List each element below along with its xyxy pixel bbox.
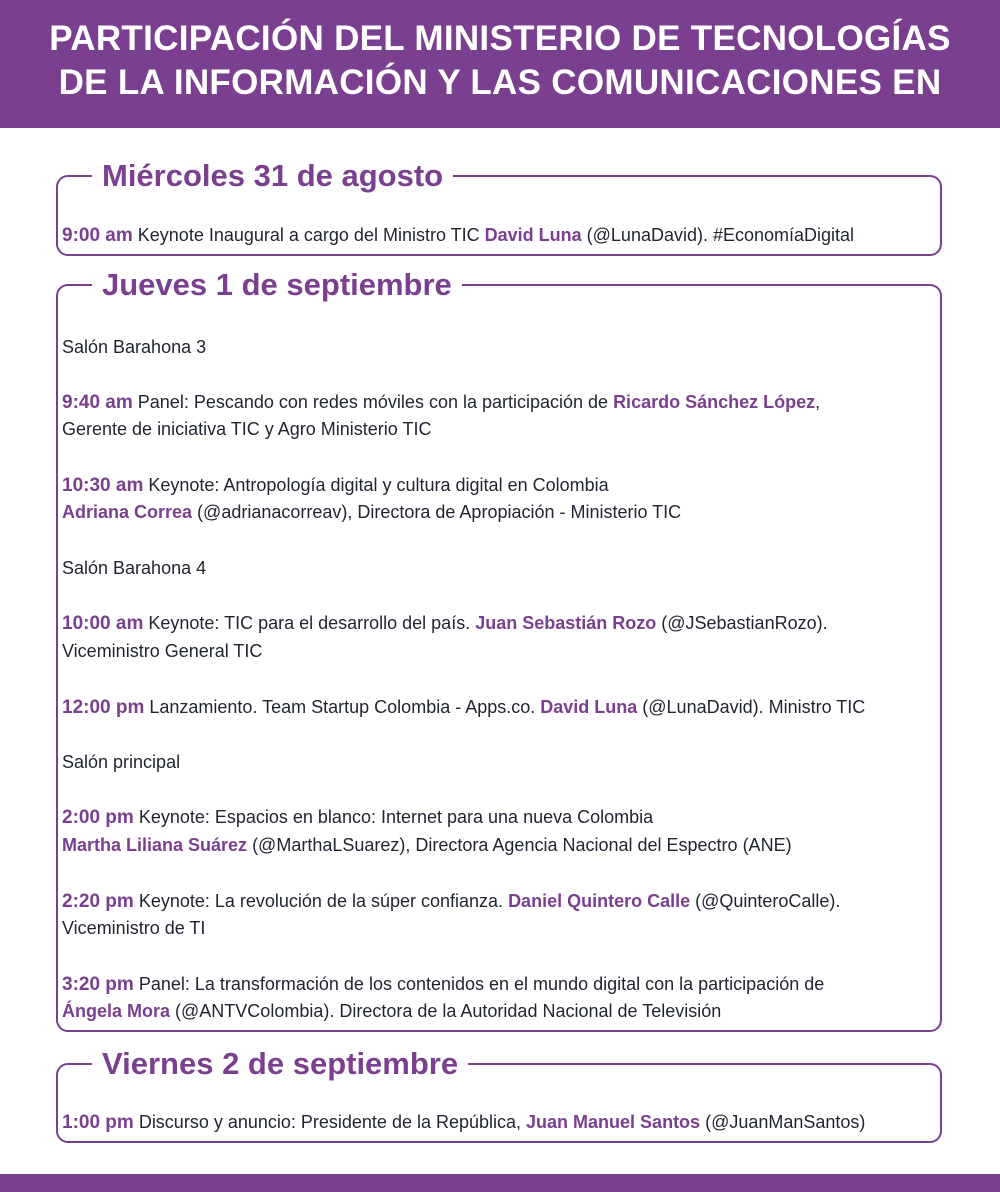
entry-description-cont: (@LunaDavid). Ministro TIC xyxy=(637,697,866,717)
entry-time: 12:00 pm xyxy=(62,697,145,718)
entry-second-line xyxy=(62,499,681,525)
speaker-name: Ricardo Sánchez López xyxy=(613,392,816,412)
entry-time: 9:00 am xyxy=(62,225,133,246)
day-title-friday: Viernes 2 de septiembre xyxy=(92,1042,468,1086)
agenda-entry xyxy=(62,222,854,249)
header-title-line-2: DE LA INFORMACIÓN Y LAS COMUNICACIONES EN xyxy=(58,63,942,102)
header-banner xyxy=(0,0,1000,128)
speaker-name: David Luna xyxy=(540,697,638,717)
entry-time: 9:40 am xyxy=(62,392,133,413)
entry-time: 10:00 am xyxy=(62,613,144,634)
entry-second-line xyxy=(62,998,721,1024)
entry-description-cont: (@JSebastianRozo). xyxy=(656,613,828,633)
room-label: Salón Barahona 4 xyxy=(62,558,207,578)
entry-time: 3:20 pm xyxy=(62,974,134,995)
speaker-name: Juan Sebastián Rozo xyxy=(475,613,657,633)
entry-description: Keynote: TIC para el desarrollo del país. xyxy=(143,613,476,633)
agenda-entry xyxy=(62,971,824,998)
agenda-entry xyxy=(62,389,820,416)
speaker-name: Juan Manuel Santos xyxy=(526,1112,701,1132)
entry-description: Keynote: Antropología digital y cultura digital en Colombia xyxy=(143,475,609,495)
entry-time: 1:00 pm xyxy=(62,1112,134,1133)
room-label: Salón principal xyxy=(62,752,181,772)
agenda-entry xyxy=(62,804,653,831)
speaker-name: Ángela Mora xyxy=(62,1001,171,1021)
footer-bar xyxy=(0,1174,1000,1192)
entry-time: 2:00 pm xyxy=(62,807,134,828)
entry-description: Lanzamiento. Team Startup Colombia - Apps.co. xyxy=(144,697,541,717)
entry-description: Panel: La transformación de los contenidos en el mundo digital con la participación de xyxy=(133,974,825,994)
entry-description-cont: (@JuanManSantos) xyxy=(700,1112,866,1132)
room-label: Salón Barahona 3 xyxy=(62,337,207,357)
entry-description: Keynote Inaugural a cargo del Ministro TIC xyxy=(132,225,485,245)
entry-description-cont: (@LunaDavid). #EconomíaDigital xyxy=(581,225,855,245)
entry-description-cont: (@ANTVColombia). Directora de la Autoridad Nacional de Televisión xyxy=(170,1001,722,1021)
agenda-entry xyxy=(62,610,828,637)
entry-second-line: Viceministro de TI xyxy=(62,918,206,938)
agenda-entry xyxy=(62,1109,865,1136)
day-title-wednesday: Miércoles 31 de agosto xyxy=(92,154,453,198)
agenda-entry xyxy=(62,888,840,915)
entry-description-cont: (@adrianacorreav), Directora de Apropiación - Ministerio TIC xyxy=(192,502,682,522)
entry-description: Discurso y anuncio: Presidente de la República, xyxy=(133,1112,527,1132)
speaker-name: Adriana Correa xyxy=(62,502,193,522)
entry-description: Keynote: La revolución de la súper confianza. xyxy=(133,891,509,911)
agenda-entry xyxy=(62,694,865,721)
entry-second-line: Viceministro General TIC xyxy=(62,641,263,661)
speaker-name: Martha Liliana Suárez xyxy=(62,835,248,855)
day-title-thursday: Jueves 1 de septiembre xyxy=(92,263,462,307)
speaker-name: David Luna xyxy=(484,225,582,245)
entry-description-cont: (@MarthaLSuarez), Directora Agencia Nacional del Espectro (ANE) xyxy=(247,835,792,855)
entry-description-cont: (@QuinteroCalle). xyxy=(690,891,841,911)
entry-time: 10:30 am xyxy=(62,475,144,496)
agenda-entry xyxy=(62,472,609,499)
header-title-line-1: PARTICIPACIÓN DEL MINISTERIO DE TECNOLOGÍAS xyxy=(49,19,951,58)
entry-description: Panel: Pescando con redes móviles con la participación de xyxy=(132,392,614,412)
entry-second-line xyxy=(62,832,792,858)
entry-description: Keynote: Espacios en blanco: Internet para una nueva Colombia xyxy=(133,807,654,827)
speaker-name: Daniel Quintero Calle xyxy=(508,891,691,911)
entry-time: 2:20 pm xyxy=(62,891,134,912)
entry-second-line: Gerente de iniciativa TIC y Agro Ministerio TIC xyxy=(62,419,432,439)
entry-description-cont: , xyxy=(815,392,821,412)
